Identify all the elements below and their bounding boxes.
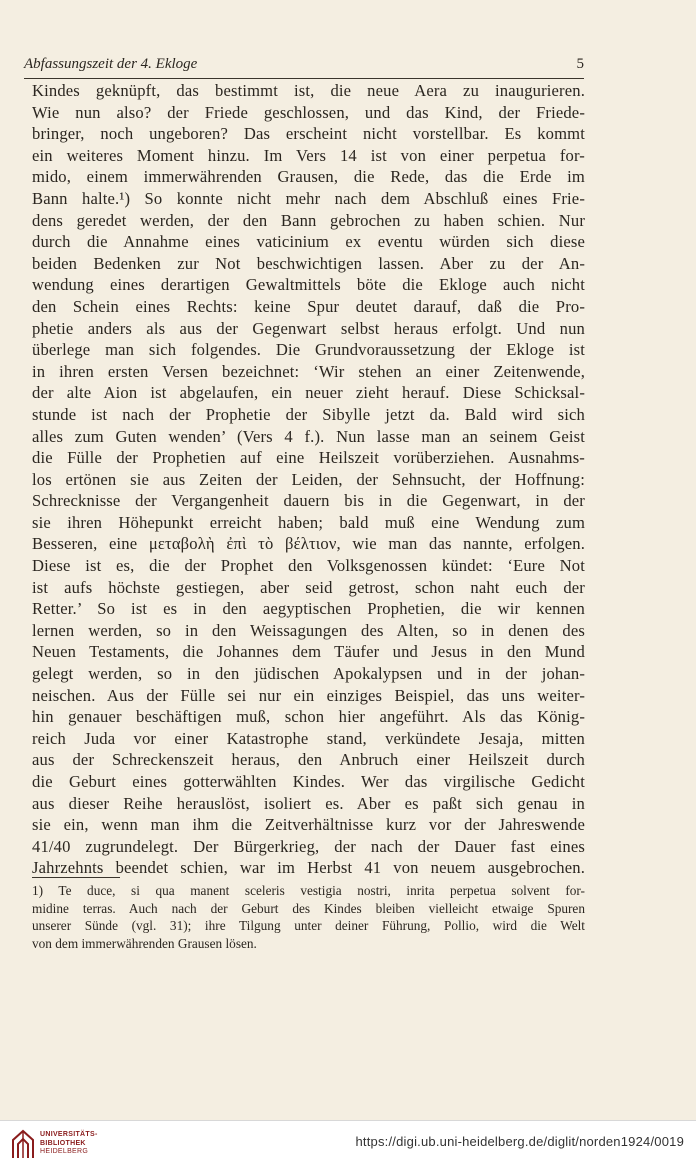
text-line: alles zum Guten wenden’ (Vers 4 f.). Nun lasse man an seinem Geist <box>32 426 585 446</box>
library-name <box>40 1131 98 1157</box>
text-line: der alte Aion ist abgelaufen, ein neuer zieht herauf. Diese Schicksal- <box>32 383 585 403</box>
footnote <box>32 882 585 952</box>
text-line: hin genauer beschäftigen muß, schon hier angeführt. Als das König- <box>32 707 585 727</box>
text-line: durch die Annahme eines vaticinium ex eventu würden sich diese <box>32 232 585 252</box>
text-line: Neuen Testaments, die Johannes dem Täufer und Jesus in den Mund <box>32 642 585 662</box>
footnote-divider <box>32 877 120 878</box>
text-line: neischen. Aus der Fülle sei nur ein einziges Beispiel, das uns weiter- <box>32 685 585 705</box>
library-name-line: BIBLIOTHEK <box>40 1139 86 1147</box>
text-line: Schrecknisse der Vergangenheit dauern bis in die Gegenwart, in der <box>32 491 585 511</box>
text-line: sie ein, wenn man ihm die Zeitverhältnisse kurz vor der Jahreswende <box>32 815 585 835</box>
text-line: bringer, noch ungeboren? Das erscheint nicht vorstellbar. Es kommt <box>32 124 585 144</box>
text-line: Retter.’ So ist es in den aegyptischen Prophetien, die wir kennen <box>32 599 585 619</box>
text-line: überlege man sich folgendes. Die Grundvoraussetzung der Ekloge ist <box>32 340 585 360</box>
text-line: Wie nun also? der Friede geschlossen, und das Kind, der Friede- <box>32 102 585 122</box>
text-line: phetie anders als aus der Gegenwart selbst heraus erfolgt. Und nun <box>32 318 585 338</box>
library-name-line: HEIDELBERG <box>40 1148 89 1155</box>
text-line: Kindes geknüpft, das bestimmt ist, die neue Aera zu inaugurieren. <box>32 81 585 100</box>
viewer-footer <box>0 1120 696 1168</box>
text-line: den Schein eines Rechts: keine Spur deutet darauf, daß die Pro- <box>32 296 585 316</box>
heidelberg-library-logo-icon <box>10 1128 36 1160</box>
running-head-title: Abfassungszeit der 4. Ekloge <box>24 56 198 72</box>
text-line: dens geredet werden, der den Bann gebrochen zu haben schien. Nur <box>32 210 585 230</box>
library-name-line: UNIVERSITÄTS- <box>40 1131 98 1138</box>
text-line: Bann halte.¹) So konnte nicht mehr nach dem Abschluß eines Frie- <box>32 188 585 208</box>
footnote-line: midine terras. Auch nach der Geburt des Kindes bleiben vielleicht etwaige Spuren <box>32 900 585 916</box>
body-text <box>32 80 585 879</box>
text-line: Jahrzehnts beendet schien, war im Herbst 41 von neuem ausgebrochen. <box>32 858 585 878</box>
text-line: ist aufs höchste gestiegen, aber seid getrost, schon naht euch der <box>32 577 585 597</box>
footnote-line: 1) Te duce, si qua manent sceleris vestigia nostri, inrita perpetua solvent for- <box>32 883 585 898</box>
text-line: aus dieser Reihe herauslöst, isoliert es. Aber es paßt sich genau in <box>32 793 585 813</box>
text-line: wendung eines derartigen Gewaltmittels böte die Ekloge auch nicht <box>32 275 585 295</box>
text-line: lernen werden, so in den Weissagungen des Alten, so in denen des <box>32 620 585 640</box>
text-line: in ihren ersten Versen bezeichnet: ‘Wir stehen an einer Zeitenwende, <box>32 361 585 381</box>
text-line: die Fülle der Prophetien auf eine Heilszeit vorüberziehen. Ausnahms- <box>32 448 585 468</box>
footnote-line: unserer Sünde (vgl. 31); ihre Tilgung unter deiner Führung, Pollio, wird die Welt <box>32 918 585 933</box>
text-line: Besseren, eine μεταβολὴ ἐπὶ τὸ βέλτιον, wie man das nannte, erfolgen. <box>32 534 585 554</box>
text-line: aus der Schreckenszeit heraus, den Anbruch einer Heilszeit durch <box>32 750 585 770</box>
text-line: ein weiteres Moment hinzu. Im Vers 14 ist von einer perpetua for- <box>32 145 585 165</box>
text-line: mido, einem immerwährenden Grausen, die Rede, das die Erde im <box>32 167 585 187</box>
text-line: Diese ist es, die der Prophet den Volksgenossen kündet: ‘Eure Not <box>32 556 585 576</box>
text-line: gelegt werden, so in den jüdischen Apokalypsen und in der johan- <box>32 664 585 684</box>
permalink-url[interactable]: https://digi.ub.uni-heidelberg.de/diglit/norden1924/0019 <box>355 1134 684 1149</box>
text-line: stunde ist nach der Prophetie der Sibylle jetzt da. Bald wird sich <box>32 404 585 424</box>
text-line: beiden Bedenken zur Not beschwichtigen lassen. Aber zu der An- <box>32 253 585 273</box>
text-line: los ertönen sie aus Zeiten der Leiden, der Sehnsucht, der Hoffnung: <box>32 469 585 489</box>
footnote-line: von dem immerwährenden Grausen lösen. <box>32 935 257 951</box>
text-line: sie ihren Höhepunkt erreicht haben; bald muß eine Wendung zum <box>32 512 585 532</box>
text-line: reich Juda vor einer Katastrophe stand, verkündete Jesaja, mitten <box>32 728 585 748</box>
running-head <box>24 56 584 79</box>
page-number: 5 <box>576 56 584 72</box>
text-line: die Geburt eines gotterwählten Kindes. Wer das virgilische Gedicht <box>32 772 585 791</box>
text-line: 41/40 zugrundelegt. Der Bürgerkrieg, der nach der Dauer fast eines <box>32 836 585 856</box>
